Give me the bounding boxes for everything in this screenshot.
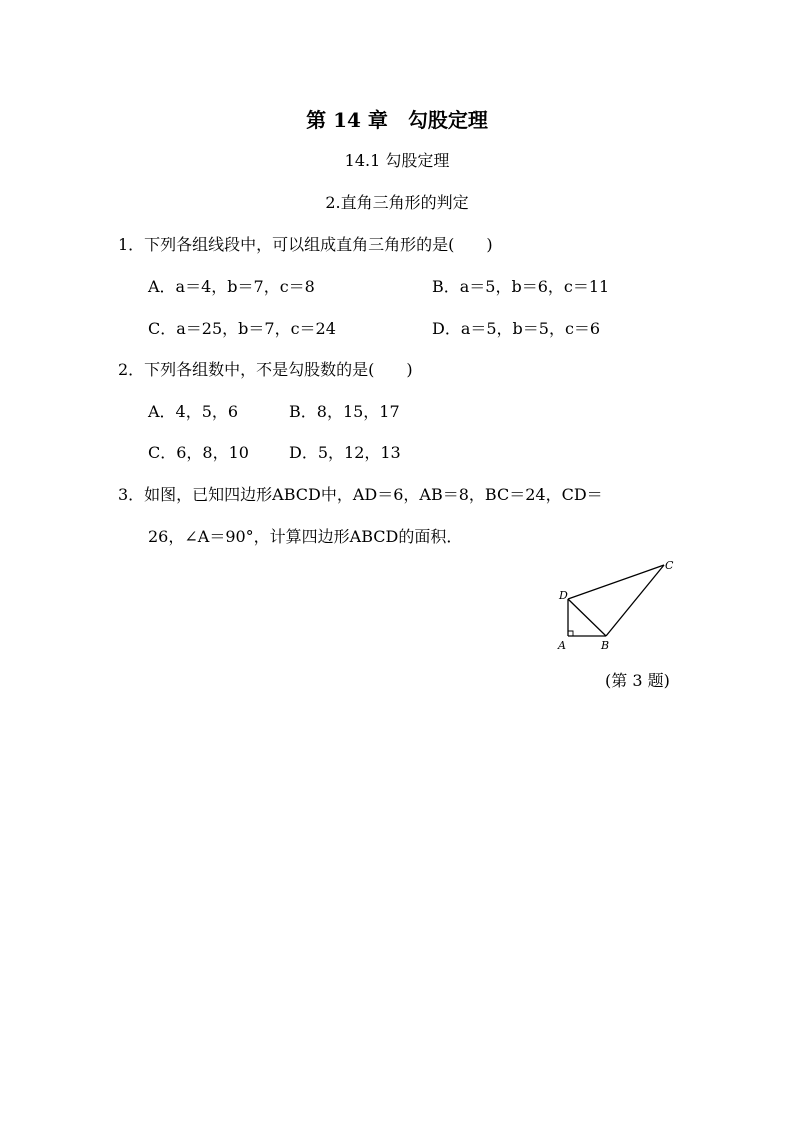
- question-3-stem-line-1: 3．如图，已知四边形ABCD中，AD＝6，AB＝8，BC＝24，CD＝: [118, 485, 603, 504]
- question-2-option-d: D．5，12，13: [289, 443, 401, 462]
- figure-caption: (第 3 题): [605, 671, 670, 690]
- question-2-option-a: A．4，5，6: [148, 402, 239, 421]
- vertex-label-d: D: [559, 589, 568, 602]
- vertex-label-a: A: [558, 639, 566, 652]
- question-2-stem: 2．下列各组数中，不是勾股数的是( ): [118, 360, 413, 379]
- right-angle-mark: [568, 631, 573, 636]
- question-1-option-b: B．a＝5，b＝6，c＝11: [432, 277, 610, 296]
- vertex-label-c: C: [665, 559, 674, 572]
- question-3-stem-line-2: 26，∠A＝90°，计算四边形ABCD的面积．: [148, 527, 463, 546]
- question-1-option-d: D．a＝5，b＝5，c＝6: [432, 319, 601, 338]
- question-2-option-c: C．6，8，10: [148, 443, 249, 462]
- diagonal-db: [568, 599, 606, 636]
- subsection-heading: 2.直角三角形的判定: [325, 193, 469, 212]
- question-1-stem: 1．下列各组线段中，可以组成直角三角形的是( ): [118, 235, 493, 254]
- question-1-option-a: A．a＝4，b＝7，c＝8: [148, 277, 315, 296]
- question-1-option-c: C．a＝25，b＝7，c＝24: [148, 319, 336, 338]
- quadrilateral-figure: [550, 555, 685, 655]
- vertex-label-b: B: [601, 639, 610, 652]
- question-2-option-b: B．8，15，17: [289, 402, 400, 421]
- section-heading: 14.1 勾股定理: [344, 151, 450, 170]
- chapter-title: 第 14 章 勾股定理: [306, 108, 488, 132]
